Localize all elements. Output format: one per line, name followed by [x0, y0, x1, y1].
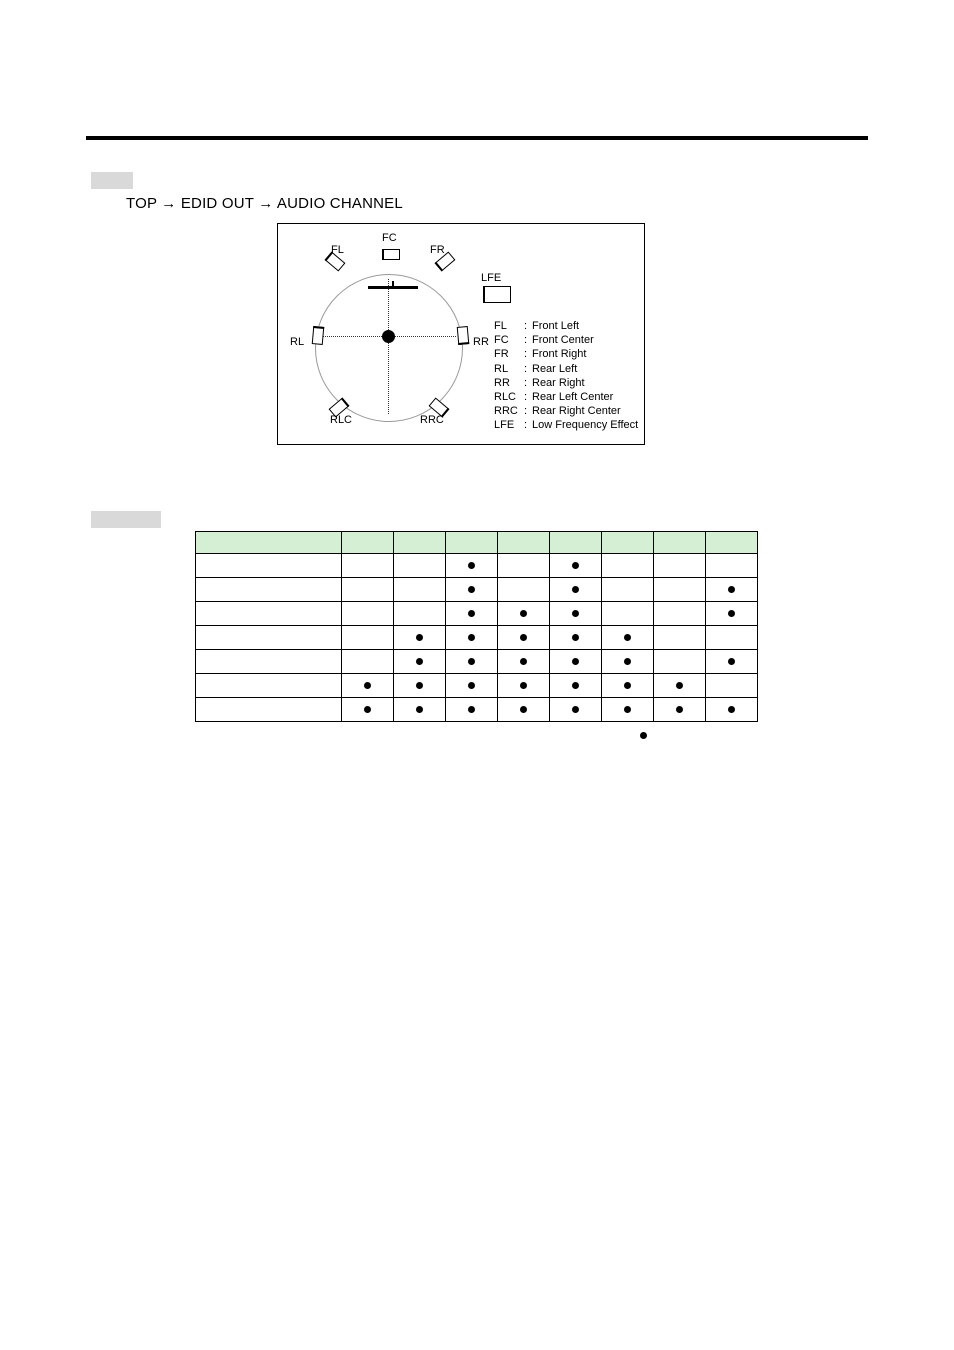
- row-label: [196, 674, 342, 698]
- cell-supported: [602, 674, 654, 698]
- dot-marker-icon: [520, 634, 527, 641]
- speaker-label-rrc: RRC: [420, 414, 444, 426]
- cell-supported: [446, 554, 498, 578]
- table-footnote: [640, 731, 652, 743]
- cell-empty: [706, 626, 758, 650]
- legend-separator: :: [524, 405, 528, 418]
- legend-item: [494, 418, 638, 432]
- dot-marker-icon: [572, 562, 579, 569]
- legend-name: Front Left: [532, 320, 580, 332]
- cell-empty: [498, 554, 550, 578]
- cell-empty: [342, 602, 394, 626]
- axis-vertical: [388, 279, 389, 414]
- dot-marker-icon: [416, 682, 423, 689]
- cell-supported: [550, 698, 602, 722]
- cell-supported: [706, 578, 758, 602]
- cell-supported: [446, 674, 498, 698]
- listening-circle: [315, 274, 463, 422]
- cell-supported: [602, 626, 654, 650]
- table-row: [196, 698, 758, 722]
- speaker-lfe-icon: [483, 286, 511, 303]
- cell-empty: [394, 554, 446, 578]
- cell-supported: [394, 650, 446, 674]
- legend-item: [494, 376, 638, 390]
- cell-supported: [706, 602, 758, 626]
- column-header-ch: [602, 532, 654, 554]
- dot-marker-icon: [468, 634, 475, 641]
- dot-marker-icon: [468, 610, 475, 617]
- table-row: [196, 554, 758, 578]
- legend-separator: :: [524, 391, 528, 404]
- cell-supported: [498, 602, 550, 626]
- dot-marker-icon: [728, 610, 735, 617]
- table-body: [196, 554, 758, 722]
- legend-item: [494, 390, 638, 404]
- column-header-ch: [550, 532, 602, 554]
- cell-supported: [550, 626, 602, 650]
- cell-supported: [654, 698, 706, 722]
- column-header-name: [196, 532, 342, 554]
- column-header-ch: [706, 532, 758, 554]
- row-label: [196, 602, 342, 626]
- dot-marker-icon: [572, 610, 579, 617]
- cell-supported: [342, 674, 394, 698]
- dot-marker-icon: [364, 706, 371, 713]
- dot-marker-icon: [624, 658, 631, 665]
- dot-marker-icon: [572, 706, 579, 713]
- table-row: [196, 674, 758, 698]
- dot-marker-icon: [416, 634, 423, 641]
- cell-supported: [394, 626, 446, 650]
- dot-marker-icon: [572, 682, 579, 689]
- dot-marker-icon: [468, 586, 475, 593]
- cell-empty: [706, 674, 758, 698]
- cell-empty: [654, 650, 706, 674]
- cell-supported: [706, 698, 758, 722]
- speaker-label-fr: FR: [430, 244, 445, 256]
- cell-supported: [654, 674, 706, 698]
- dot-marker-icon: [520, 682, 527, 689]
- legend-abbr: FL: [494, 320, 507, 332]
- speaker-rr-icon: [457, 326, 470, 345]
- legend-abbr: RR: [494, 376, 510, 389]
- legend-separator: :: [524, 320, 528, 332]
- screen-stand-icon: [392, 281, 394, 287]
- legend-separator: :: [524, 419, 528, 432]
- dot-marker-icon: [728, 706, 735, 713]
- cell-empty: [654, 554, 706, 578]
- cell-empty: [602, 554, 654, 578]
- speaker-label-fc: FC: [382, 232, 397, 244]
- dot-marker-icon: [572, 634, 579, 641]
- legend-name: Rear Left Center: [532, 391, 614, 404]
- legend-name: Rear Right Center: [532, 405, 621, 418]
- table-header-row: [196, 532, 758, 554]
- dot-marker-icon: [468, 562, 475, 569]
- dot-marker-icon: [416, 706, 423, 713]
- column-header-ch: [446, 532, 498, 554]
- figure-legend: [494, 319, 638, 433]
- cell-supported: [394, 674, 446, 698]
- section-tag-2: [91, 511, 161, 528]
- legend-item: [494, 319, 638, 333]
- speaker-fc-icon: [382, 249, 400, 260]
- cell-supported: [342, 698, 394, 722]
- speaker-layout-figure: [277, 223, 645, 445]
- table-row: [196, 650, 758, 674]
- legend-abbr: FC: [494, 334, 509, 347]
- cell-empty: [342, 554, 394, 578]
- cell-supported: [446, 626, 498, 650]
- cell-empty: [654, 626, 706, 650]
- legend-item: [494, 404, 638, 418]
- cell-supported: [550, 650, 602, 674]
- cell-supported: [446, 650, 498, 674]
- dot-marker-icon: [676, 682, 683, 689]
- cell-supported: [602, 650, 654, 674]
- dot-marker-icon: [520, 658, 527, 665]
- header-rule: [86, 136, 868, 140]
- cell-supported: [498, 650, 550, 674]
- legend-abbr: RL: [494, 362, 509, 375]
- listener-position-icon: [382, 330, 395, 343]
- legend-abbr: RRC: [494, 405, 518, 418]
- cell-empty: [654, 578, 706, 602]
- legend-separator: :: [524, 362, 528, 375]
- audio-channel-table: [195, 531, 758, 722]
- table-row: [196, 626, 758, 650]
- legend-abbr: RLC: [494, 391, 517, 404]
- cell-supported: [550, 578, 602, 602]
- cell-supported: [706, 650, 758, 674]
- dot-marker-icon: [676, 706, 683, 713]
- cell-supported: [446, 602, 498, 626]
- column-header-ch: [498, 532, 550, 554]
- dot-marker-icon: [468, 706, 475, 713]
- cell-supported: [550, 602, 602, 626]
- speaker-label-fl: FL: [331, 244, 344, 256]
- dot-marker-icon: [640, 732, 647, 739]
- legend-abbr: LFE: [494, 419, 515, 432]
- breadcrumb: TOP → EDID OUT → AUDIO CHANNEL: [126, 195, 403, 212]
- dot-marker-icon: [572, 586, 579, 593]
- dot-marker-icon: [364, 682, 371, 689]
- row-label: [196, 578, 342, 602]
- legend-item: [494, 362, 638, 376]
- speaker-label-rl: RL: [290, 336, 305, 348]
- dot-marker-icon: [468, 682, 475, 689]
- legend-separator: :: [524, 334, 528, 347]
- cell-supported: [394, 698, 446, 722]
- legend-name: Rear Left: [532, 362, 578, 375]
- cell-supported: [550, 554, 602, 578]
- dot-marker-icon: [624, 706, 631, 713]
- legend-separator: :: [524, 348, 528, 361]
- cell-empty: [394, 578, 446, 602]
- cell-empty: [342, 650, 394, 674]
- cell-supported: [498, 674, 550, 698]
- column-header-ch: [654, 532, 706, 554]
- speaker-label-rr: RR: [473, 336, 489, 348]
- dot-marker-icon: [728, 658, 735, 665]
- cell-empty: [602, 602, 654, 626]
- dot-marker-icon: [520, 706, 527, 713]
- speaker-label-rlc: RLC: [330, 414, 353, 426]
- legend-name: Rear Right: [532, 376, 585, 389]
- legend-name: Front Right: [532, 348, 587, 361]
- dot-marker-icon: [624, 682, 631, 689]
- dot-marker-icon: [468, 658, 475, 665]
- dot-marker-icon: [728, 586, 735, 593]
- legend-name: Low Frequency Effect: [532, 419, 639, 432]
- section-tag-1: [91, 172, 133, 189]
- cell-empty: [342, 578, 394, 602]
- cell-supported: [550, 674, 602, 698]
- cell-empty: [602, 578, 654, 602]
- cell-supported: [446, 578, 498, 602]
- cell-empty: [706, 554, 758, 578]
- row-label: [196, 554, 342, 578]
- cell-empty: [342, 626, 394, 650]
- speaker-rl-icon: [312, 326, 325, 345]
- legend-item: [494, 333, 638, 347]
- dot-marker-icon: [520, 610, 527, 617]
- cell-supported: [602, 698, 654, 722]
- legend-name: Front Center: [532, 334, 594, 347]
- column-header-ch: [342, 532, 394, 554]
- row-label: [196, 650, 342, 674]
- legend-separator: :: [524, 376, 528, 389]
- cell-empty: [394, 602, 446, 626]
- legend-item: [494, 347, 638, 361]
- dot-marker-icon: [572, 658, 579, 665]
- speaker-label-lfe: LFE: [481, 272, 502, 284]
- cell-empty: [654, 602, 706, 626]
- cell-supported: [498, 698, 550, 722]
- cell-supported: [446, 698, 498, 722]
- table-row: [196, 578, 758, 602]
- cell-empty: [498, 578, 550, 602]
- dot-marker-icon: [416, 658, 423, 665]
- legend-abbr: FR: [494, 348, 509, 361]
- column-header-ch: [394, 532, 446, 554]
- cell-supported: [498, 626, 550, 650]
- row-label: [196, 698, 342, 722]
- row-label: [196, 626, 342, 650]
- table-row: [196, 602, 758, 626]
- dot-marker-icon: [624, 634, 631, 641]
